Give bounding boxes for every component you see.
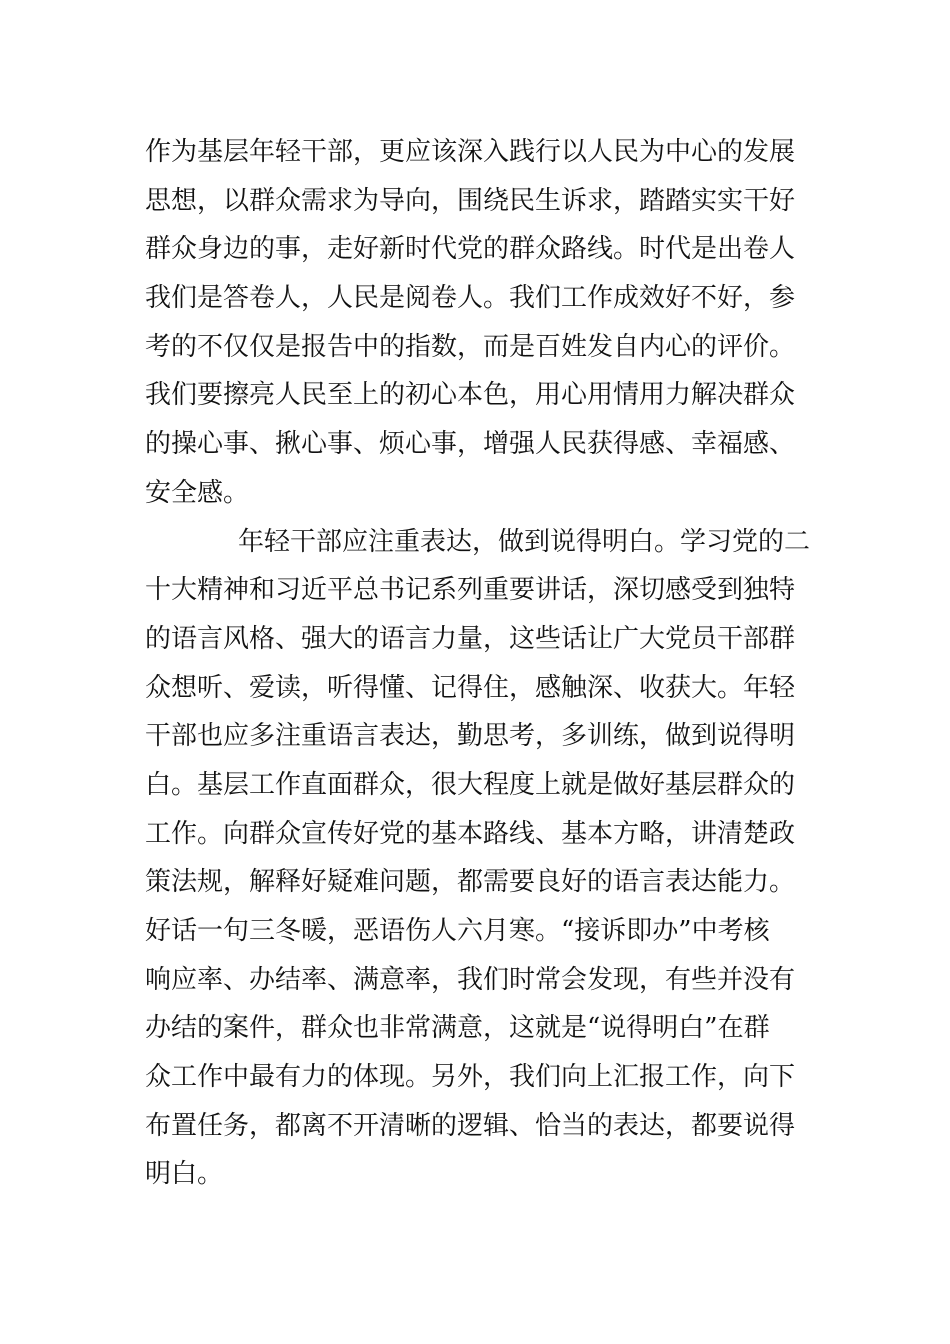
text-line: 好话一句三冬暖，恶语伤人六月寒。“接诉即办”中考核 xyxy=(145,916,770,946)
text-line: 白。基层工作直面群众，很大程度上就是做好基层群众的 xyxy=(145,769,796,800)
text-line: 响应率、办结率、满意率，我们时常会发现，有些并没有 xyxy=(145,964,796,995)
body-text xyxy=(145,128,815,1199)
text-line: 众想听、爱读，听得懂、记得住，感触深、收获大。年轻 xyxy=(145,672,796,703)
text-line: 十大精神和习近平总书记系列重要讲话，深切感受到独特 xyxy=(145,575,796,606)
paragraph-1 xyxy=(145,128,815,518)
text-line: 年轻干部应注重表达，做到说得明白。学习党的二 xyxy=(238,526,811,557)
text-line: 安全感。 xyxy=(145,477,250,508)
paragraph-2 xyxy=(145,518,815,1200)
text-line: 我们要擦亮人民至上的初心本色，用心用情用力解决群众 xyxy=(145,380,796,411)
text-line: 布置任务，都离不开清晰的逻辑、恰当的表达，都要说得 xyxy=(145,1110,796,1141)
text-line: 工作。向群众宣传好党的基本路线、基本方略，讲清楚政 xyxy=(145,818,796,849)
text-line: 的操心事、揪心事、烦心事，增强人民获得感、幸福感、 xyxy=(145,429,796,460)
text-line: 明白。 xyxy=(145,1159,224,1190)
text-line: 策法规，解释好疑难问题，都需要良好的语言表达能力。 xyxy=(145,867,796,898)
text-line: 干部也应多注重语言表达，勤思考，多训练，做到说得明 xyxy=(145,721,796,752)
text-line: 办结的案件，群众也非常满意，这就是“说得明白”在群 xyxy=(145,1013,770,1044)
text-line: 思想，以群众需求为导向，围绕民生诉求，踏踏实实干好 xyxy=(145,185,796,216)
text-line: 的语言风格、强大的语言力量，这些话让广大党员干部群 xyxy=(145,623,796,654)
text-line: 众工作中最有力的体现。另外，我们向上汇报工作，向下 xyxy=(145,1062,796,1093)
text-line: 作为基层年轻干部，更应该深入践行以人民为中心的发展 xyxy=(145,137,796,167)
text-line: 群众身边的事，走好新时代党的群众路线。时代是出卷人 xyxy=(145,234,796,265)
text-line: 考的不仅仅是报告中的指数，而是百姓发自内心的评价。 xyxy=(145,331,796,362)
text-line: 我们是答卷人，人民是阅卷人。我们工作成效好不好，参 xyxy=(145,283,796,314)
